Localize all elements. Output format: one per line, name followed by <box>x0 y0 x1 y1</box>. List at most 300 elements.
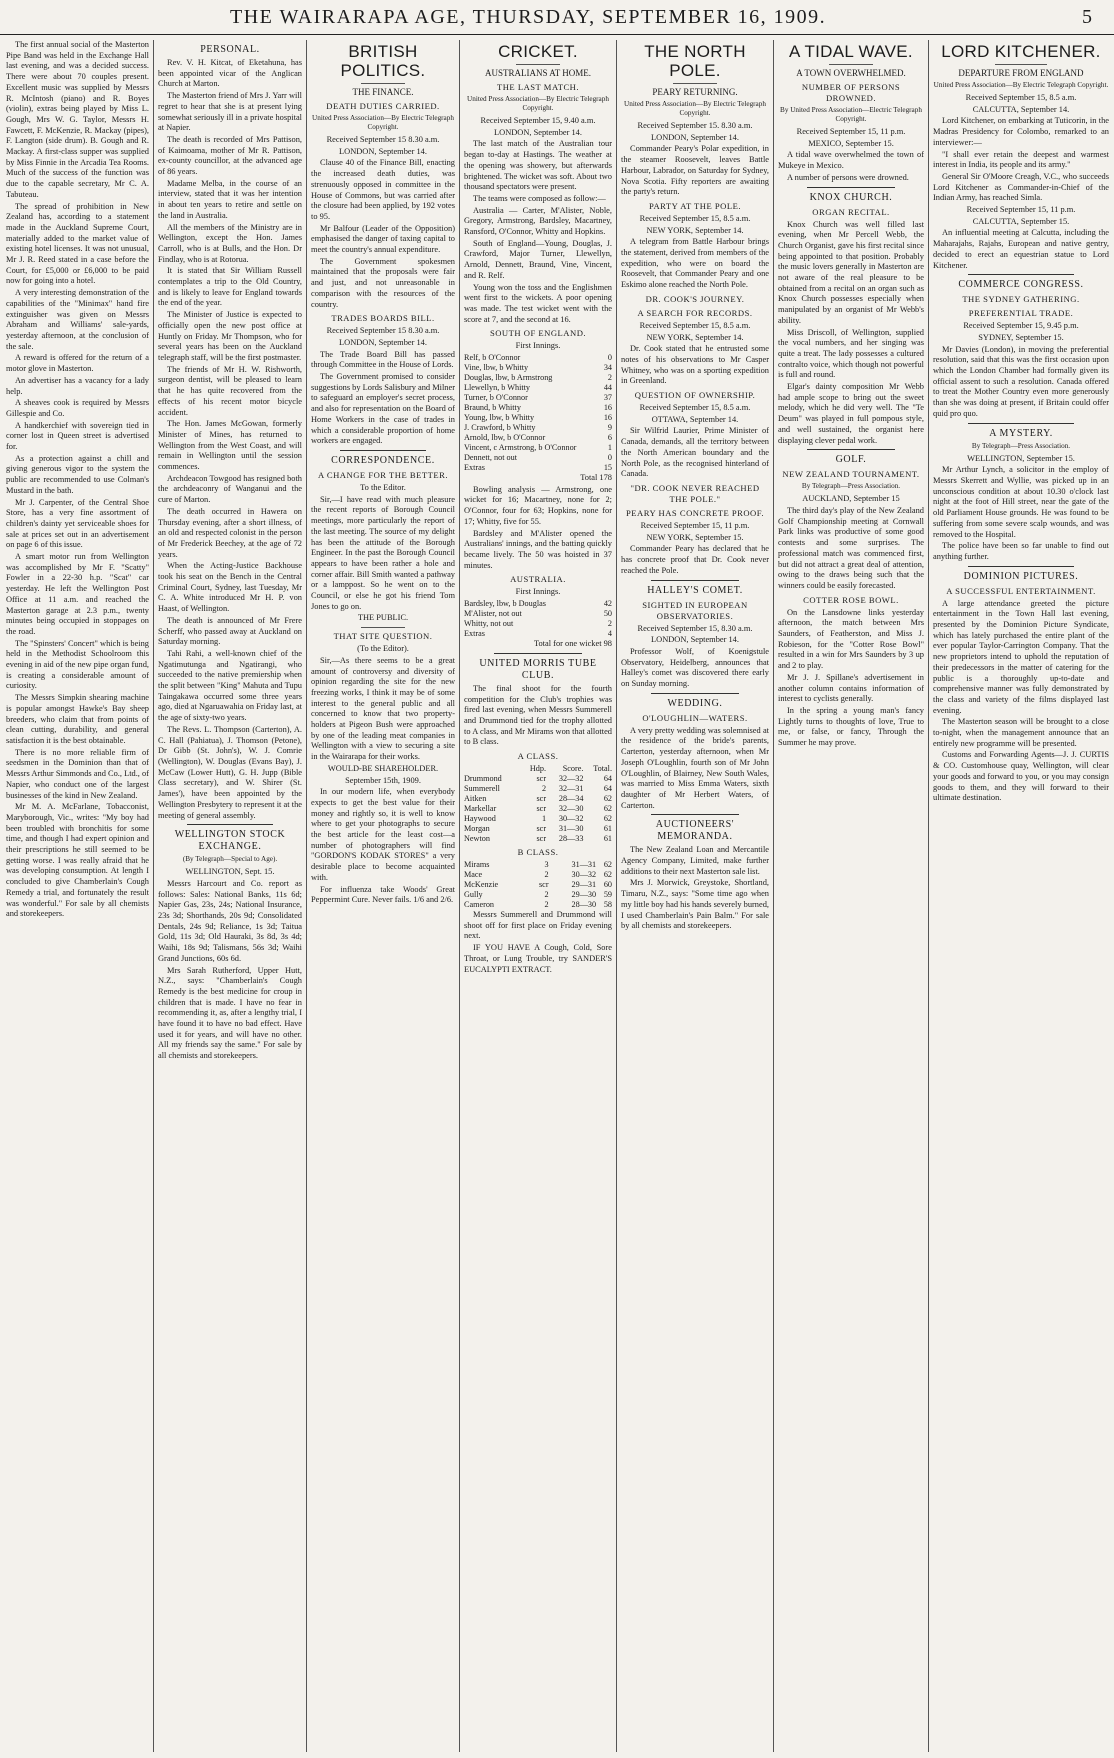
divider <box>673 83 717 84</box>
batsman: J. Crawford, b Whitty <box>464 423 536 433</box>
table-cell: Haywood <box>464 814 496 824</box>
innings-label: First Innings. <box>515 587 561 597</box>
table-cell: 64 <box>603 784 612 794</box>
score-row <box>464 433 612 443</box>
results-table-b <box>464 860 612 910</box>
batsman: Vine, lbw, b Whitty <box>464 363 529 373</box>
paragraph: A tidal wave overwhelmed the town of Mukeye in Mexico. <box>778 150 924 171</box>
runs: 15 <box>603 463 612 473</box>
credit-line: United Press Association—By Electric Telegraph Copyright. <box>312 114 454 131</box>
paragraph: The first annual social of the Masterton Pipe Band was held in the Exchange Hall last evening, and was a decided success. There were about 70 couples present. Excellent music was supplied by Messrs R. McIntosh (piano) and R. Boyes (violin), extras being played by Miss L. Gough, Mrs W. G. Taylor, Messrs H. Fawcett, F. McKenzie, R. Mackay (pipes), F. Langton (side drum). B. Gough and R. Mackay. A first-class supper was supplied by Miss Finnie in the Arcadia Tea Rooms. Much of the success of the function was due to the capable secretary, Mr C. A. Tabuteau. <box>6 40 149 199</box>
paragraph: Sir,—As there seems to be a great amount of controversy and diversity of opinion regarding the site for the new freezing works, I think it may be of some interest to the general public and all concerned to know that two property-holders at Pigeon Bush were approached by one of the leading meat companies in Wellington with a view to securing a site in the Wairarapa for their works. <box>311 655 455 762</box>
batsman: Llewellyn, b Whitty <box>464 383 531 393</box>
signature: WOULD-BE SHAREHOLDER. <box>327 763 439 773</box>
dateline: WELLINGTON, September 15. <box>967 453 1075 463</box>
table-cell: 58 <box>603 900 612 910</box>
subheading: PARTY AT THE POLE. <box>648 200 742 211</box>
paragraph: Madame Melba, in the course of an interview, stated that it was her intention in about ten years to retire and settle on the land in Australia. <box>158 178 302 220</box>
score-row <box>464 413 612 423</box>
divider <box>494 653 583 654</box>
table-cell: 2 <box>541 784 547 794</box>
paragraph: Professor Wolf, of Koenigstule Observatory, Heidelberg, announces that Halley's comet was discovered there early on Sunday morning. <box>621 646 769 689</box>
paragraph: The police have been so far unable to find out anything further. <box>933 541 1109 561</box>
byline: (By Telegraph—Special to Age). <box>182 855 278 864</box>
column-header: Total. <box>593 764 612 774</box>
batsman: Vincent, c Armstrong, b O'Connor <box>464 443 577 453</box>
runs: 16 <box>603 403 612 413</box>
column-3 <box>311 40 455 1750</box>
section-heading: CRICKET. <box>498 42 578 61</box>
scorecard-total: Total for one wicket 98 <box>533 639 612 649</box>
received-line: Received September 15, 8.5 a.m. <box>965 93 1077 102</box>
table-cell: Markellar <box>464 804 497 814</box>
paragraph: For influenza take Woods' Great Peppermint Cure. Never fails. 1/6 and 2/6. <box>311 884 455 905</box>
paragraph: The Government promised to consider suggestions by Lords Salisbury and Milner to safeguard an employer's secret process, and also for representation on the Board of Home Workers in the case of trades in which a considerable proportion of home workers are engaged. <box>311 372 455 446</box>
paragraph: The final shoot for the fourth competition for the Club's trophies was fired last evening, when Messrs Summerell and Drummond tied for the trophy allotted to A class, and Mr Mirams won that allotted to B class. <box>464 683 612 747</box>
paragraph: A number of persons were drowned. <box>787 172 909 182</box>
score-row <box>464 403 612 413</box>
runs: 0 <box>607 353 612 363</box>
paragraph: A handkerchief with sovereign tied in corner lost in Queen street is advertised for. <box>6 420 149 452</box>
divider <box>187 824 273 825</box>
subheading: AUSTRALIANS AT HOME. <box>484 68 592 78</box>
divider <box>516 64 560 65</box>
paragraph: Mr M. A. McFarlane, Tobacconist, Maryborough, Vic., writes: "My boy had been troubled with bronchitis for some time, and though I had expert opinion and their prescriptions he still seemed to be getting worse. I was really afraid that he was developing consumption. At length I concluded to give Chamberlain's Cough Remedy a trial, and fortunately the result was wonderful." For sale by all chemists and storekeepers. <box>6 802 149 919</box>
section-heading: A TIDAL WAVE. <box>789 42 913 61</box>
table-cell: 29—31 <box>571 880 597 890</box>
score-row <box>464 463 612 473</box>
paragraph: Bowling analysis — Armstrong, one wicket for 16; Macartney, none for 2; O'Connor, four for 63; Hopkins, none for 17; Whitty, five for 55. <box>464 484 612 526</box>
divider <box>651 693 740 694</box>
divider <box>807 187 895 188</box>
byline: By Telegraph—Press Association. <box>801 482 901 491</box>
runs: 4 <box>607 629 612 639</box>
paragraph: A smart motor run from Wellington was accomplished by Mr F. "Scatty" Fowler in a 22-30 h.p. "Scat" car yesterday. He left the Wellington Post Office at 11 a.m. and reached the Masterton garage at 2.3 p.m., twenty minutes being occupied in stoppages on the road. <box>6 552 149 636</box>
score-row <box>464 373 612 383</box>
column-rule <box>773 40 774 1752</box>
table-row <box>464 814 612 824</box>
table-cell: 62 <box>603 794 612 804</box>
paragraph: Dr. Cook stated that he entrusted some notes of his observations to Mr Casper Whitney, who was on a sporting expedition in Greenland. <box>621 344 769 386</box>
table-cell: 30—32 <box>571 870 597 880</box>
paragraph: Mr J. Carpenter, of the Central Shoe Store, has a very fine assortment of children's dainty yet serviceable shoes for sale at prices set out in an advertisement on page 6 of this issue. <box>6 497 149 550</box>
subheading: O'LOUGHLIN—WATERS. <box>642 712 748 723</box>
paragraph: Tahi Rahi, a well-known chief of the Ngatimutunga and Ngatirangi, who succeeded to the native premiership when the split between "King" Mahuta and Tupu Taingakawa occurred some three years ago, died at Ngaruawahia on Friday last, at the age of sixty-two years. <box>158 648 302 723</box>
batsman: Extras <box>464 463 485 473</box>
paragraph: The Minister of Justice is expected to officially open the new post office at Huntly on Friday. Mr Thompson, who for several years has been on the Auckland telegraph staff, will be the first postmaster. <box>158 310 302 362</box>
dateline: NEW YORK, September 14. <box>646 332 744 342</box>
received-line: Received September 15, 8.30 a.m. <box>637 623 753 633</box>
table-cell: 62 <box>603 804 612 814</box>
divider <box>995 64 1048 65</box>
table-cell: Mirams <box>464 860 490 870</box>
subheading: NUMBER OF PERSONS DROWNED. <box>801 82 901 103</box>
received-line: Received September 15, 11 p.m. <box>966 205 1076 215</box>
table-cell: Mace <box>464 870 483 880</box>
column-header <box>464 764 521 774</box>
paragraph: Australia — Carter, M'Alister, Noble, Gregory, Armstrong, Bardsley, Macartney, Ransford, O'Connor, Whitty and Hopkins. <box>464 205 612 237</box>
table-row <box>464 804 612 814</box>
address-line: (To the Editor). <box>357 644 409 654</box>
paragraph: The death occurred in Hawera on Thursday evening, after a short illness, of an old and respected colonist in the person of Mr Frederick Beechey, at the age of 72 years. <box>158 506 302 559</box>
score-row <box>464 363 612 373</box>
paragraph: Mr Davies (London), in moving the preferential resolution, said that this was the first occasion upon which the London Chamber had formally given its official assent to such a resolution. Canada offered to treat the Mother Country even more generously than she was doing at present, if Britain could offer quid pro quo. <box>933 344 1109 418</box>
paragraph: A telegram from Battle Harbour brings the statement, derived from members of the expedition, who were on board the Roosevelt, that Commander Peary and one Eskimo alone reached the North Pole. <box>621 237 769 290</box>
table-row <box>464 784 612 794</box>
runs: 6 <box>607 433 612 443</box>
table-cell: 30—32 <box>558 814 584 824</box>
column-header: Hdp. <box>529 764 547 774</box>
paragraph: An advertiser has a vacancy for a lady help. <box>6 375 149 396</box>
scorecard-south <box>464 353 612 473</box>
dateline: WELLINGTON, Sept. 15. <box>185 867 275 877</box>
dateline: LONDON, September 14. <box>651 132 739 142</box>
subheading: DEATH DUTIES CARRIED. <box>326 101 440 111</box>
table-cell: 31—31 <box>571 860 597 870</box>
paragraph: Knox Church was well filled last evening, when Mr Percell Webb, the Church Organist, gave his first recital since being appointed to that position. Probably the music lovers generally in Masterton are not aware of the real pleasure to be obtained from a recital on an organ such as Knox Church possesses especially when manipulated by an organist of Mr Webb's ability. <box>778 219 924 325</box>
paragraph: The "Spinsters' Concert" which is being held in the Methodist Schoolroom this evening in aid of the new pipe organ fund, is creating a considerable amount of curiosity. <box>6 638 149 691</box>
paragraph: Lord Kitchener, on embarking at Tuticorin, in the Madras Presidency for Colombo, remarked to an interviewer:— <box>933 116 1109 147</box>
table-row <box>464 870 612 880</box>
table-cell: scr <box>536 834 547 844</box>
runs: 42 <box>603 599 612 609</box>
signature: THE PUBLIC. <box>357 613 409 623</box>
table-cell: 32—32 <box>558 774 584 784</box>
divider <box>361 83 404 84</box>
column-rule <box>459 40 460 1752</box>
table-cell: scr <box>536 824 547 834</box>
batsman: Douglas, lbw, b Armstrong <box>464 373 553 383</box>
section-heading: GOLF. <box>835 454 867 466</box>
received-line: Received September 15, 9.40 a.m. <box>480 116 596 125</box>
batsman: Turner, b O'Connor <box>464 393 528 403</box>
subheading: A SEARCH FOR RECORDS. <box>637 307 753 318</box>
address-line: To the Editor. <box>360 482 406 492</box>
table-cell: 29—30 <box>571 890 597 900</box>
subheading: THE SYDNEY GATHERING. <box>962 294 1080 305</box>
subheading: COTTER ROSE BOWL. <box>803 594 899 605</box>
received-line: Received September 15, 11 p.m. <box>796 127 906 136</box>
table-row <box>464 860 612 870</box>
table-cell: Aitken <box>464 794 487 804</box>
section-heading: COMMERCE CONGRESS. <box>958 279 1084 291</box>
paragraph: Mr Arthur Lynch, a solicitor in the employ of Messrs Skerrett and Wyllie, was picked up in an unconscious condition at about 10.30 o'clock last night at the foot of Hill street, near the gate of the old Parliament House grounds. He was found to be suffering from some severe scalp wounds, and was removed to the Hospital. <box>933 465 1109 539</box>
section-heading: DOMINION PICTURES. <box>963 570 1079 582</box>
masthead-title: THE WAIRARAPA AGE, THURSDAY, SEPTEMBER 16, 1909. <box>230 6 827 28</box>
dateline: LONDON, September 14. <box>339 146 427 156</box>
batsman: Braund, b Whitty <box>464 403 521 413</box>
table-cell: McKenzie <box>464 880 499 890</box>
subheading: NEW ZEALAND TOURNAMENT. <box>782 469 920 480</box>
table-row <box>464 794 612 804</box>
paragraph: Rev. V. H. Kitcat, of Eketahuna, has been appointed vicar of the Anglican Church at Marton. <box>158 58 302 89</box>
paragraph: There is no more reliable firm of seedsmen in the Dominion than that of Messrs Arthur Simmonds and Co., Ltd., of Napier, who conduct one of the largest businesses of the kind in New Zealand. <box>6 747 149 800</box>
credit-line: By United Press Association—Electric Telegraph Copyright. <box>780 106 922 123</box>
table-row <box>464 900 612 910</box>
dateline: NEW YORK, September 14. <box>646 225 744 235</box>
table-cell: 3 <box>544 860 549 870</box>
paragraph: A very interesting demonstration of the capabilities of the "Minimax" hand fire extinguisher was given on Messrs Abraham and Williams' sale-yards, yesterday afternoon, at the conclusion of the sale. <box>6 288 149 351</box>
received-line: Received September 15, 8.5 a.m. <box>639 403 751 413</box>
advertisement: Customs and Forwarding Agents—J. J. CURTIS & CO. Customhouse quay, Wellington, will clear your goods and forward to you, or you may consign goods to them, and they will forward to their ultimate destination. <box>933 750 1109 803</box>
column-4 <box>464 40 612 1750</box>
divider <box>340 450 426 451</box>
score-row <box>464 383 612 393</box>
dateline: AUCKLAND, September 15 <box>802 494 900 504</box>
paragraph: The third day's play of the New Zealand Golf Championship meeting at Cornwall Park links was productive of some good contests and some surprises. The professional match was commenced first, but did not attract a great deal of attention, owing to the draws being such that the winners could be easily forecasted. <box>778 505 924 590</box>
table-cell: 28—30 <box>571 900 597 910</box>
credit-line: United Press Association—By Electric Telegraph Copyright. <box>933 81 1109 89</box>
paragraph: The Messrs Simpkin shearing machine is popular amongst Hawke's Bay sheep breeders, who claim that from points of clean cutting, durability, and general satisfaction it is the best obtainable. <box>6 693 149 745</box>
paragraph: Mrs J. Morwick, Greystoke, Shortland, Timaru, N.Z., says: "Some time ago when my little boy had his hands severely burned, I used Chamberlain's Pain Balm." For sale by all chemists and storekeepers. <box>621 878 769 931</box>
page-number: 5 <box>1082 6 1092 28</box>
subheading: PEARY RETURNING. <box>652 87 738 97</box>
advertisement: IF YOU HAVE A Cough, Cold, Sore Throat, or Lung Trouble, try SANDER'S EUCALYPTI EXTRACT. <box>464 943 612 974</box>
dateline: LONDON, September 14. <box>494 127 582 137</box>
received-line: Received September 15, 11 p.m. <box>640 520 750 530</box>
dateline: NEW YORK, September 15. <box>646 532 744 542</box>
table-cell: 2 <box>544 900 549 910</box>
divider <box>968 274 1074 275</box>
paragraph: The death is announced of Mr Frere Scherff, who passed away at Auckland on Saturday morning. <box>158 615 302 647</box>
runs: 2 <box>607 619 612 629</box>
column-rule <box>616 40 617 1752</box>
table-cell: 32—31 <box>558 784 584 794</box>
table-cell: 61 <box>603 834 612 844</box>
table-row <box>464 824 612 834</box>
paragraph: General Sir O'Moore Creagh, V.C., who succeeds Lord Kitchener as Commander-in-Chief of the Indian Army, has reached Simla. <box>933 171 1109 203</box>
table-cell: 62 <box>603 814 612 824</box>
batsman: Dennett, not out <box>464 453 517 463</box>
runs: 37 <box>603 393 612 403</box>
section-heading: HALLEY'S COMET. <box>647 584 743 596</box>
dateline: MEXICO, September 15. <box>808 138 894 148</box>
paragraph: Mrs Sarah Rutherford, Upper Hutt, N.Z., says: "Chamberlain's Cough Remedy is the best medicine for croup in children that is made. I have no fear in recommending it, as, after a lengthy trial, I have found it to have no bad effect. Have used it for years, and will have no other. All my friends say the same." For sale by all chemists and storekeepers. <box>158 965 302 1061</box>
score-row <box>464 393 612 403</box>
section-heading: UNITED MORRIS TUBE CLUB. <box>479 657 597 681</box>
score-row <box>464 629 612 639</box>
runs: 1 <box>607 443 612 453</box>
section-heading: BRITISH POLITICS. <box>340 42 426 80</box>
divider <box>651 814 740 815</box>
credit-line: United Press Association—By Electric Telegraph Copyright. <box>467 95 609 112</box>
batsman: Young, lbw, b Whitty <box>464 413 535 423</box>
table-cell: 61 <box>603 824 612 834</box>
divider <box>361 627 404 628</box>
subheading: SIGHTED IN EUROPEAN OBSERVATORIES. <box>642 599 748 621</box>
runs: 0 <box>607 453 612 463</box>
paragraph: A sheaves cook is required by Messrs Gillespie and Co. <box>6 398 149 418</box>
paragraph: The New Zealand Loan and Mercantile Agency Company, Limited, make further additions to their next Masterton sale list. <box>621 845 769 876</box>
column-header: Score. <box>562 764 584 774</box>
section-heading: CORRESPONDENCE. <box>331 454 435 466</box>
paragraph: Messrs Harcourt and Co. report as follows: Sales: National Banks, 11s 6d; Napier Gas, 23s, 24s; National Insurance, 23s 3d; Shorthands, 20s 9d; Consolidated Dentals, 24s 9d; Reliance, 1s 3d; Taitua Gold, 11s 3d; Old Hauraki, 3s 8d, 3s 4d; Waihi, 18s 9d; Talismans, 56s 3d; Waihi Grand Junctions, 60s 6d. <box>158 878 302 963</box>
received-line: Received September 15, 8.5 a.m. <box>639 320 751 330</box>
paragraph: Mr Balfour (Leader of the Opposition) emphasised the danger of taxing capital to meet the country's annual expenditure. <box>311 223 455 255</box>
section-heading: WELLINGTON STOCK EXCHANGE. <box>174 829 286 853</box>
subheading: ORGAN RECITAL. <box>812 206 890 217</box>
score-row <box>464 599 612 609</box>
paragraph: The last match of the Australian tour began to-day at Hastings. The weather at the opening was showery, but afterwards brightened. The wicket was soft. About two thousand spectators were present. <box>464 139 612 192</box>
divider <box>968 423 1074 424</box>
subheading: DEPARTURE FROM ENGLAND <box>958 68 1084 78</box>
table-cell: Gully <box>464 890 483 900</box>
table-cell: 60 <box>603 880 612 890</box>
column-2 <box>158 40 302 1750</box>
results-table-a <box>464 764 612 844</box>
table-cell: 64 <box>603 774 612 784</box>
divider <box>651 580 740 581</box>
class-label: A CLASS. <box>517 751 559 762</box>
column-1 <box>6 40 149 1750</box>
paragraph: In our modern life, when everybody expects to get the best value for their money and rightly so, it is well to know where to get your photographs to secure the best article for the least cost—a number of photographers will find "GORDON'S KODAK STORES" a very desirable place to become acquainted with. <box>311 787 455 882</box>
paragraph: Messrs Summerell and Drummond will shoot off for first place on Friday evening next. <box>464 910 612 941</box>
paragraph: The Revs. L. Thompson (Carterton), A. C. Hall (Pahiatua), J. Thomson (Petone), Dr Gibb (St. John's), W. J. Comrie (Wellington), W. Douglas (Evans Bay), J. McCaw (Lower Hutt), G. H. Jupp (Bible Class secretary), and W. Shirer (St. James'), have been appointed by the Wellington Presbytery to represent it at the meeting of general assembly. <box>158 724 302 820</box>
paragraph: It is stated that Sir William Russell contemplates a trip to the Old Country, and is likely to leave for England towards the end of the year. <box>158 266 302 308</box>
paragraph: The death is recorded of Mrs Pattison, of Kaimoama, mother of Mr R. Pattison, ex-county councillor, at the advanced age of 86 years. <box>158 134 302 177</box>
table-cell: 32—30 <box>558 804 584 814</box>
table-cell: scr <box>536 794 547 804</box>
score-row <box>464 619 612 629</box>
paragraph: When the Acting-Justice Backhouse took his seat on the Bench in the Central Criminal Court, Sydney, last Tuesday, Mr C. A. White introduced Mr H. P. von Haast, of Wellington. <box>158 561 302 614</box>
paragraph: The spread of prohibition in New Zealand has, according to a statement made in the Auckland Supreme Court, materially added to the market value of existing hotel licenses. It was not unusual, Mr J. R. Reed stated in a case before the Court, for £5,000 or £6,000 to be paid now for going into a hotel. <box>6 201 149 286</box>
batsman: M'Alister, not out <box>464 609 522 619</box>
runs: 44 <box>603 383 612 393</box>
paragraph: A reward is offered for the return of a motor glove in Masterton. <box>6 353 149 374</box>
subheading: THAT SITE QUESTION. <box>333 631 433 642</box>
column-6 <box>778 40 924 1750</box>
table-cell: Morgan <box>464 824 490 834</box>
subheading: A CHANGE FOR THE BETTER. <box>317 469 448 480</box>
runs: 34 <box>603 363 612 373</box>
paragraph: Commander Peary's Polar expedition, in the steamer Roosevelt, leaves Battle Harbour, Labrador, on Saturday for Sydney, Nova Scotia. Fifty reporters are awaiting the party's return. <box>621 144 769 197</box>
paragraph: Young won the toss and the Englishmen went first to the wickets. A poor opening was made. The test wicket went with the score at 7, and the second at 16. <box>464 282 612 324</box>
paragraph: Archdeacon Towgood has resigned both the archdeaconry of Wanganui and the cure of Marton. <box>158 473 302 505</box>
score-row <box>464 443 612 453</box>
column-rule <box>306 40 307 1752</box>
paragraph: Miss Driscoll, of Wellington, supplied the vocal numbers, and her singing was quite a treat. The lady possesses a cultured contralto voice, which though not powerful is full and round. <box>778 327 924 380</box>
column-5 <box>621 40 769 1750</box>
paragraph: A very pretty wedding was solemnised at the residence of the bride's parents, Carterton, yesterday afternoon, when Mr Joseph O'Loughlin, fourth son of Mr John O'Loughlin, of Blairney, New South Wales, was married to Miss Emma Waters, sixth daughter of Mr Herbert Waters, of Carterton. <box>621 725 769 810</box>
divider <box>829 64 873 65</box>
table-cell: Cameron <box>464 900 495 910</box>
paragraph: The Government spokesmen maintained that the proposals were fair and just, and not unreasonable in comparison with the resources of the country. <box>311 256 455 309</box>
paragraph: The friends of Mr H. W. Rishworth, surgeon dentist, will be pleased to learn that he has quite recovered from the effects of his recent motor bicycle accident. <box>158 364 302 417</box>
subheading: THE LAST MATCH. <box>496 82 580 92</box>
date-line: September 15th, 1909. <box>345 775 421 785</box>
column-7 <box>933 40 1109 1750</box>
section-heading: LORD KITCHENER. <box>941 42 1101 61</box>
paragraph: A large attendance greeted the picture entertainment in the Town Hall last evening, presented by the Dominion Picture Syndicate, which has lately purchased the entire plant of the ever popular Taylor-Carrington Company. That the new proprietors intend to uphold the reputation of their predecessors in the matter of catering for the public is a thoroughly up-to-date and comprehensive manner was fully demonstrated by the class and variety of the films displayed last evening. <box>933 598 1109 715</box>
score-row <box>464 453 612 463</box>
table-cell: Summerell <box>464 784 500 794</box>
paragraph: As a protection against a chill and giving generous vigor to the system the public are recommended to use Colman's Mustard in the bath. <box>6 453 149 495</box>
paragraph: South of England—Young, Douglas, J. Crawford, Major Turner, Llewellyn, Arnold, Dennett, Braund, Vine, Vincent, and R. Relf. <box>464 238 612 280</box>
class-label: B CLASS. <box>517 847 559 858</box>
section-heading: WEDDING. <box>667 697 723 709</box>
paragraph: Bardsley and M'Alister opened the Australians' innings, and the batting quickly became lively. The 50 was hoisted in 37 minutes. <box>464 528 612 570</box>
batsman: Arnold, lbw, b O'Connor <box>464 433 546 443</box>
column-rule <box>153 40 154 1752</box>
credit-line: United Press Association—By Electric Telegraph Copyright. <box>624 100 766 117</box>
paragraph: The teams were composed as follow:— <box>473 193 606 203</box>
table-cell: scr <box>536 804 547 814</box>
received-line: Received September 15 8.30 a.m. <box>326 326 440 336</box>
divider <box>807 449 895 450</box>
paragraph: An influential meeting at Calcutta, including the Maharajahs, Rajahs, European and native gentry, decided to erect an equestrian statue to Lord Kitchener. <box>933 228 1109 270</box>
scorecard-australia <box>464 599 612 639</box>
table-row <box>464 834 612 844</box>
table-row <box>464 774 612 784</box>
received-line: Received September 15, 8.5 a.m. <box>639 213 751 223</box>
paragraph: Sir Wilfrid Laurier, Prime Minister of Canada, demands, all the territory between the North American boundary and the North Pole, as the recognised hinterland of Canada. <box>621 426 769 479</box>
section-heading: PERSONAL. <box>200 44 260 55</box>
subheading: PREFERENTIAL TRADE. <box>968 308 1074 319</box>
batsman: Extras <box>464 629 485 639</box>
table-row <box>464 880 612 890</box>
paragraph: Mr J. J. Spillane's advertisement in another column contains information of interest to cyclists generally. <box>778 672 924 704</box>
paragraph: The Hon. James McGowan, formerly Minister of Mines, has returned to Wellington from the West Coast, and will remain in Wellington until the session commences. <box>158 419 302 472</box>
table-cell: 1 <box>541 814 547 824</box>
paragraph: All the members of the Ministry are in Wellington, except the Hon. James Carroll, who is at Bulls, and the Hon. Dr Findlay, who is at Rotorua. <box>158 222 302 264</box>
divider <box>968 566 1074 567</box>
paragraph: On the Lansdowne links yesterday afternoon, the match between Mrs Saunders, of Featherston, and Miss J. Robieson, for the "Cotter Rose Bowl" resulted in a win for Mrs Saunders by 3 up and 2 to play. <box>778 607 924 671</box>
table-cell: 31—30 <box>558 824 584 834</box>
batsman: Relf, b O'Connor <box>464 353 521 363</box>
section-heading: KNOX CHURCH. <box>809 191 893 203</box>
paragraph: Commander Peary has declared that he has concrete proof that Dr. Cook never reached the Pole. <box>621 544 769 575</box>
table-header-row <box>464 764 612 774</box>
score-row <box>464 423 612 433</box>
score-row <box>464 609 612 619</box>
dateline: SYDNEY, September 15. <box>978 332 1064 342</box>
byline: By Telegraph—Press Association. <box>971 441 1071 450</box>
column-rule <box>928 40 929 1752</box>
paragraph: Clause 40 of the Finance Bill, enacting the increased death duties, was strenuously opposed in committee in the House of Commons, but was carried after the closure had been applied, by 192 votes to 95. <box>311 158 455 221</box>
subheading: A SUCCESSFUL ENTERTAINMENT. <box>946 585 1096 596</box>
runs: 9 <box>607 423 612 433</box>
subheading: DR. COOK'S JOURNEY. <box>645 293 745 304</box>
table-cell: scr <box>536 774 547 784</box>
subheading: TRADES BOARDS BILL. <box>331 313 435 324</box>
paragraph: In the spring a young man's fancy Lightly turns to thoughts of love, True to me, or false, or fancy, Through the Summer he may prove. <box>778 705 924 748</box>
table-row <box>464 890 612 900</box>
table-cell: 2 <box>544 890 549 900</box>
table-cell: 28—33 <box>558 834 584 844</box>
paragraph: The Masterton season will be brought to a close to-night, when the management announce that an entirely new programme will be presented. <box>933 717 1109 748</box>
scorecard-total: Total 178 <box>580 473 612 483</box>
table-cell: 62 <box>603 860 612 870</box>
dateline: CALCUTTA, September 15. <box>972 216 1070 226</box>
section-heading: A MYSTERY. <box>989 427 1053 439</box>
table-cell: 59 <box>603 890 612 900</box>
paragraph: Sir,—I have read with much pleasure the recent reports of Borough Council meetings, more particularly the report of the last meeting. The source of my delight has been the attitude of the Borough Engineer. In the past the Borough Council appears to have been rather a hole and corner affair. Bill Smith wanted a pathway or a lamppost. So he went on to the Council, or else he got his friend Tom Jones to go on. <box>311 494 455 611</box>
section-heading: AUCTIONEERS' MEMORANDA. <box>655 819 735 843</box>
innings-label: First Innings. <box>515 341 561 351</box>
received-line: Received September 15, 9.45 p.m. <box>963 321 1079 331</box>
runs: 16 <box>603 413 612 423</box>
dateline: OTTAWA, September 14. <box>651 414 739 424</box>
batsman: Bardsley, lbw, b Douglas <box>464 599 546 609</box>
subheading: QUESTION OF OWNERSHIP. <box>634 390 756 401</box>
paragraph: Elgar's dainty composition Mr Webb had ample scope to bring out the sweet melody, which he did very well. The "Te Deum" was played in full pompous style, and well sustained, the organist here displaying clever pedal work. <box>778 382 924 445</box>
table-cell: Newton <box>464 834 490 844</box>
runs: 2 <box>607 373 612 383</box>
subheading: "DR. COOK NEVER REACHED THE POLE." <box>630 482 760 504</box>
table-cell: scr <box>539 880 549 890</box>
scorecard-title: SOUTH OF ENGLAND. <box>489 328 587 339</box>
table-cell: 62 <box>603 870 612 880</box>
